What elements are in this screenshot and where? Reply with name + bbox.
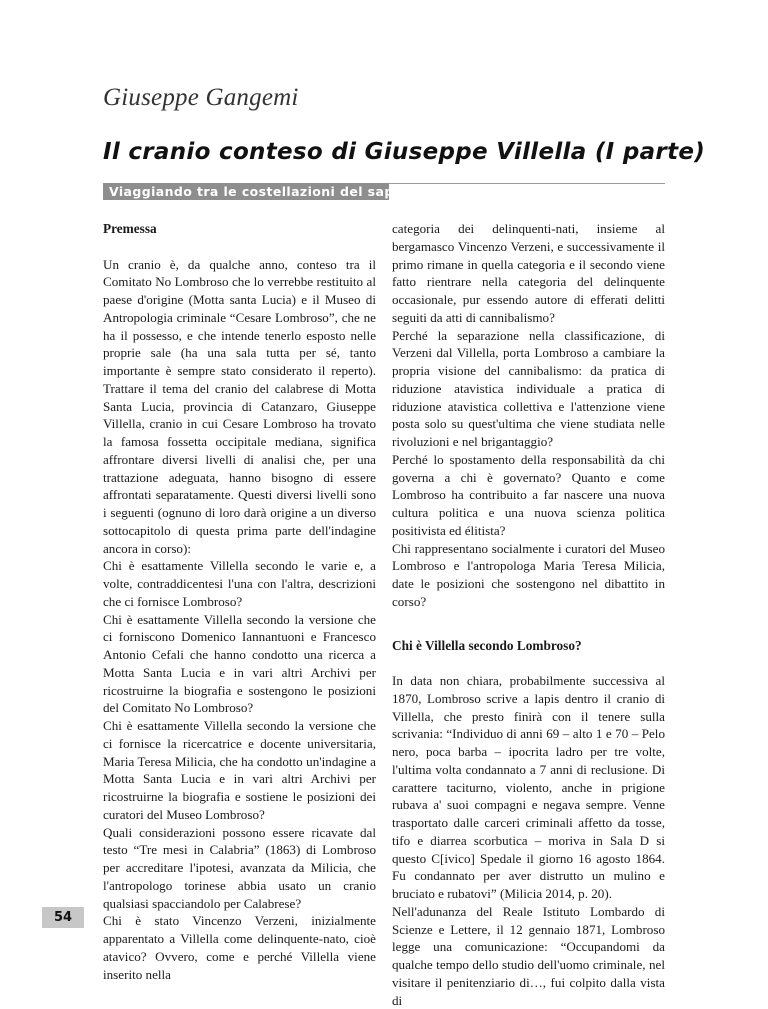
left-paragraph: Chi è esattamente Villella secondo le varie e, a volte, contraddicentesi l'una con l'altra, descrizioni che ci fornisce Lombroso? bbox=[103, 558, 376, 609]
left-paragraph: Chi è stato Vincenzo Verzeni, inizialmente apparentato a Villella come delinquente-nato, cioè atavico? Ovvero, come e perché Villella viene inserito nella bbox=[103, 913, 376, 982]
left-paragraph: Chi è esattamente Villella secondo la versione che ci fornisce la ricercatrice e docente universitaria, Maria Teresa Milicia, che ha condotto un'indagine a Motta Santa Lucia e in vari altri Archivi per ricostruirne la biografia e sostiene le posizioni dei curatori del Museo Lombroso? bbox=[103, 718, 376, 822]
right-paragraph: In data non chiara, probabilmente successiva al 1870, Lombroso scrive a lapis dentro il cranio di Villella, che presto finirà con il tenere sulla scrivania: “Individuo di anni 69 – alto 1 e 70 – Pelo nero, poca barba – ipocrita ladro per tre volte, l'ultima volta condannato a 7 anni di reclusione. Di carattere taciturno, violento, anche in prigione rubava a' suoi compagni e negava sempre. Venne trasportato dalle carceri criminali affetto da tosse, tifo e diarrea scorbutica – moriva in Sala D si questo C[ivico] Spedale il giorno 16 agosto 1864. Fu condannato per aver distrutto un mulino e bruciato e rubatovi” (Milicia 2014, p. 20). bbox=[392, 673, 665, 901]
left-column bbox=[103, 220, 376, 983]
article-title: Il cranio conteso di Giuseppe Villella (I parte) bbox=[103, 139, 706, 165]
left-paragraph: Un cranio è, da qualche anno, conteso tra il Comitato No Lombroso che lo verrebbe restituito al paese d'origine (Motta santa Lucia) e il Museo di Antropologia criminale “Cesare Lombroso”, che ne ha il possesso, e che intende tenerlo esposto nelle proprie sale (ha una sala tutta per sé, tanto importante è sempre stato considerato il reperto). Trattare il tema del cranio del calabrese di Motta Santa Lucia, provincia di Catanzaro, Giuseppe Villella, cranio in cui Cesare Lombroso ha trovato la famosa fossetta occipitale mediana, significa affrontare diversi livelli di analisi che, per una trattazione adeguata, hanno bisogno di essere affrontati separatamente. Questi diversi livelli sono i seguenti (ognuno di loro darà origine a un diverso sottocapitolo di questa prima parte dell'indagine ancora in corso): bbox=[103, 256, 376, 556]
section-heading: Chi è Villella secondo Lombroso? bbox=[392, 637, 582, 653]
left-paragraph: Quali considerazioni possono essere ricavate dal testo “Tre mesi in Calabria” (1863) di Lombroso per accreditare l'ipotesi, avanzata da Milicia, che l'antropologo torinese abbia usato un cranio qualsiasi spacciandolo per Calabrese? bbox=[103, 824, 376, 911]
right-paragraph: Perché la separazione nella classificazione, di Verzeni dal Villella, porta Lombroso a cambiare la propria visione del cannibalismo: da pratica di riduzione atavistica individuale a pratica di riduzione atavistica collettiva e l'attenzione viene posta solo su quest'ultima che viene studiata nelle rivoluzioni e nel brigantaggio? bbox=[392, 327, 665, 449]
article-author: Giuseppe Gangemi bbox=[103, 84, 299, 111]
right-paragraph: Chi rappresentano socialmente i curatori del Museo Lombroso e l'antropologa Maria Teresa Milicia, date le posizioni che sostengono nel dibattito in corso? bbox=[392, 540, 665, 609]
left-paragraph: Chi è esattamente Villella secondo la versione che ci forniscono Domenico Iannantuoni e Francesco Antonio Cefali che hanno condotto una ricerca a Motta Santa Lucia e in vari altri Archivi per ricostruirne la biografia e sostengono le posizioni del Comitato No Lombroso? bbox=[103, 611, 376, 716]
section-band: Viaggiando tra le costellazioni del sapere bbox=[103, 183, 389, 200]
right-paragraph: Nell'adunanza del Reale Istituto Lombardo di Scienze e Lettere, il 12 gennaio 1871, Lombroso legge una comunicazione: “Occupandomi da qualche tempo dello studio dell'uomo criminale, nel visitare il penitenziario di…, fui colpito dalla vista di bbox=[392, 903, 665, 1008]
right-paragraph: categoria dei delinquenti-nati, insieme al bergamasco Vincenzo Verzeni, e successivamente il primo rimane in quella categoria e il secondo viene fatto rientrare nella categoria del delinquente occasionale, pur essendo autore di efferati delitti seguiti da atti di cannibalismo? bbox=[392, 221, 665, 325]
right-column bbox=[392, 220, 665, 1009]
right-paragraph: Perché lo spostamento della responsabilità da chi governa a chi è governato? Quanto e come Lombroso ha contribuito a far nascere una nuova cultura politica e una nuova scienza politica positivista ed élitista? bbox=[392, 451, 665, 538]
premessa-heading: Premessa bbox=[103, 221, 157, 236]
page-number: 54 bbox=[42, 907, 84, 928]
